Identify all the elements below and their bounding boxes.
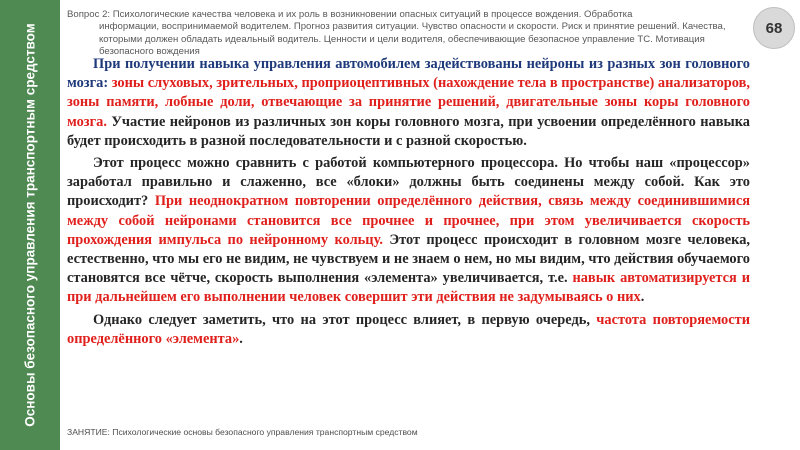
p3-highlight-red: частота повторяемости определённого «элемента»: [67, 311, 750, 347]
p2-text-1: Этот процесс можно сравнить с работой компьютерного процессора. Но чтобы наш «процессор» заработал правильно и слаженно, все «блоки» должны быть соединены между собой. Как это происходит?: [67, 155, 750, 210]
header-line-1: Вопрос 2: Психологические качества человека и их роль в возникновении опасных ситуаций в процессе вождения. Обработка: [67, 9, 633, 20]
p3-text: Однако следует заметить, что на этот процесс влияет, в первую очередь,: [93, 311, 590, 328]
sidebar: [0, 0, 60, 450]
page-number: 68: [765, 19, 783, 37]
sidebar-title: Основы безопасного управления транспортным средством: [22, 23, 38, 427]
slide-content: [67, 55, 750, 352]
p2-highlight-red-2: навык автоматизируется и при дальнейшем его выполнении человек совершит эти действия не задумываясь о них: [67, 270, 750, 306]
lesson-footer: ЗАНЯТИЕ: Психологические основы безопасного управления транспортным средством: [67, 427, 418, 437]
p2-highlight-red-1: При неоднократном повторении определённого действия, связь между соединившимися между собой нейронами становится все прочнее и прочнее, при этом увеличивается скорость прохождения импульса по нейронному кольцу.: [67, 193, 750, 248]
p1-highlight-blue: При получении навыка управления автомобилем задействованы нейроны из разных зон головного мозга:: [67, 56, 750, 92]
p1-highlight-red: зоны слуховых, зрительных, проприоцептивных (нахождение тела в пространстве) анализаторов, зоны памяти, лобные доли, отвечающие за принятие решений, двигательные зоны коры головного мозга.: [67, 75, 750, 130]
p2-text-2: Этот процесс происходит в головном мозге человека, естественно, что мы его не видим, не чувствуем и не знаем о нем, но мы видим, что действия обучаемого становятся все чётче, скорость выполнения «элемента» увеличивается, т.е.: [67, 231, 750, 287]
header-continuation: информации, воспринимаемой водителем. Прогноз развития ситуации. Чувство опасности и скорости. Риск и принятие решений. Качества, которыми должен обладать идеальный водитель. Ценности и цели водителя, обеспечивающие безопасное управление ТС. Мотивация безопасного вождения: [99, 21, 726, 58]
p1-text: Участие нейронов из различных зон коры головного мозга, при усвоении определённого навыка будет происходить в разной последовательности и с разной скоростью.: [67, 113, 750, 149]
paragraph-3: [67, 311, 750, 349]
question-header: [67, 9, 750, 59]
paragraph-2: [67, 154, 750, 308]
p2-end: .: [640, 289, 645, 306]
paragraph-1: [67, 55, 750, 151]
p3-end: .: [239, 330, 243, 347]
page-number-badge: [753, 7, 795, 49]
